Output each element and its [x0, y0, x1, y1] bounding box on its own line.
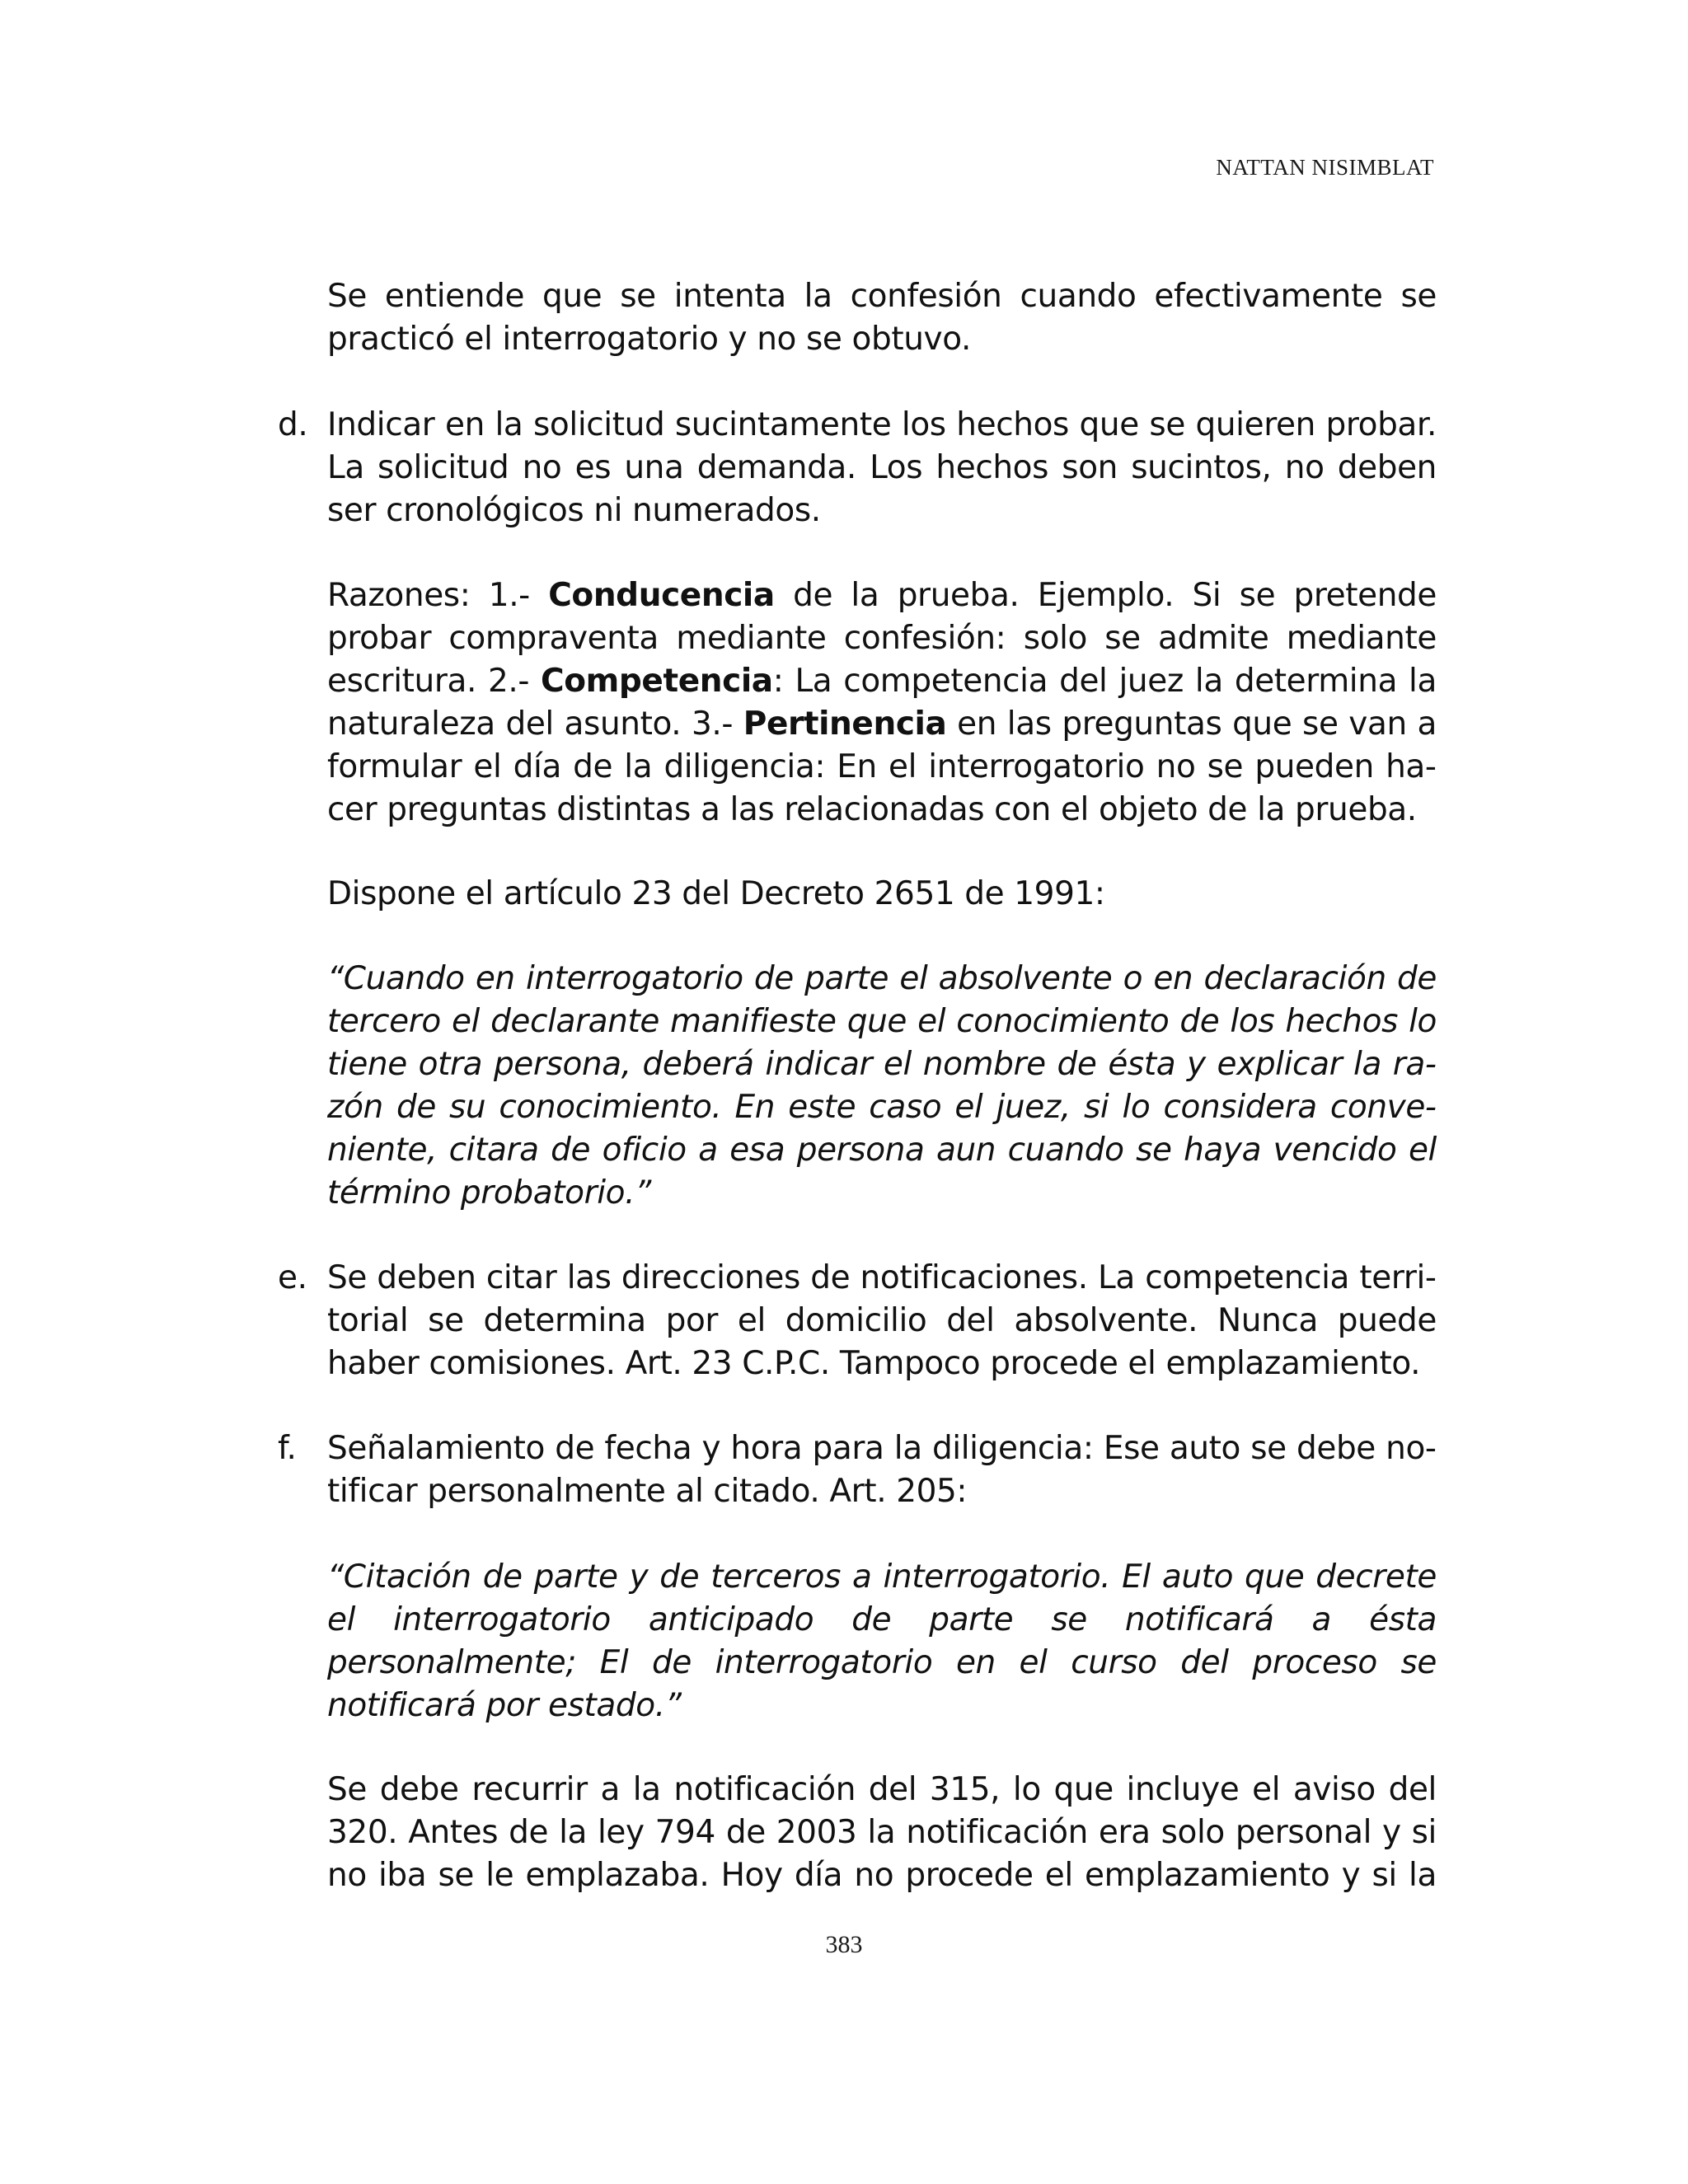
list-marker-e: e. — [278, 1259, 307, 1296]
razones-text-3: : La competencia del juez la determina la naturaleza del asunto. 3.- — [327, 663, 1437, 743]
paragraph-dispone-articulo: Dispone el artículo 23 del Decreto 2651 de 1991: — [327, 875, 1105, 912]
razones-bold-pertinencia: Pertinencia — [743, 705, 947, 743]
list-item-d — [278, 404, 1437, 532]
razones-text-4: en las preguntas que se van a formular el día de la diligencia: En el interrogatorio no se pueden hacer preguntas distintas a las relacionadas con el objeto de la prueba. — [327, 705, 1437, 828]
razones-text-1: Razones: 1.- — [327, 577, 549, 614]
list-marker-d: d. — [278, 406, 308, 443]
list-item-f-text: Señalamiento de fecha y hora para la diligencia: Ese auto se debe notificar personalmente al citado. Art. 205: — [327, 1430, 1437, 1510]
razones-text-2: de la prueba. Ejemplo. Si se pretende probar compraventa mediante confesión: solo se admite mediante escritura. 2.- — [327, 577, 1437, 700]
paragraph-confesion-intent: Se entiende que se intenta la confesión cuando efectivamente se practicó el interrogatorio y no se obtuvo. — [327, 278, 1437, 358]
paragraph-razones — [327, 574, 1437, 832]
page-number: 383 — [825, 1931, 863, 1958]
paragraph-notificacion-315: Se debe recurrir a la notificación del 315, lo que incluye el aviso del 320. Antes de la ley 794 de 2003 la notificación era solo personal y si no iba se le emplazaba. Hoy día no procede el emplazamiento y si la — [327, 1771, 1437, 1894]
list-marker-f: f. — [278, 1430, 297, 1467]
list-item-d-text: Indicar en la solicitud sucintamente los hechos que se quieren probar. La solicitud no es una demanda. Los hechos son sucintos, no deben ser cronológicos ni numerados. — [327, 406, 1437, 529]
list-item-e — [278, 1257, 1437, 1385]
running-header-author: NATTAN NISIMBLAT — [1216, 155, 1434, 180]
razones-bold-competencia: Competencia — [541, 663, 773, 700]
quote-articulo-205: “Citación de parte y de terceros a interrogatorio. El auto que decrete el interrogatorio anticipado de parte se notificará a ésta personalmente; El de interrogatorio en el curso del proceso se notificará por estado.” — [327, 1558, 1437, 1724]
list-item-f — [278, 1427, 1437, 1513]
quote-decreto-2651: “Cuando en interrogatorio de parte el absolvente o en declaración de tercero el declarante manifieste que el conocimiento de los hechos lo tiene otra persona, deberá indicar el nombre de ésta y explicar la razón de su conocimiento. En este caso el juez, si lo considera conveniente, citara de oficio a esa persona aun cuando se haya vencido el término probatorio.” — [327, 960, 1437, 1212]
razones-bold-conducencia: Conducencia — [548, 577, 775, 614]
list-item-e-text: Se deben citar las direcciones de notificaciones. La competencia territorial se determina por el domicilio del absolvente. Nunca puede haber comisiones. Art. 23 C.P.C. Tampoco procede el emplazamiento. — [327, 1259, 1437, 1382]
